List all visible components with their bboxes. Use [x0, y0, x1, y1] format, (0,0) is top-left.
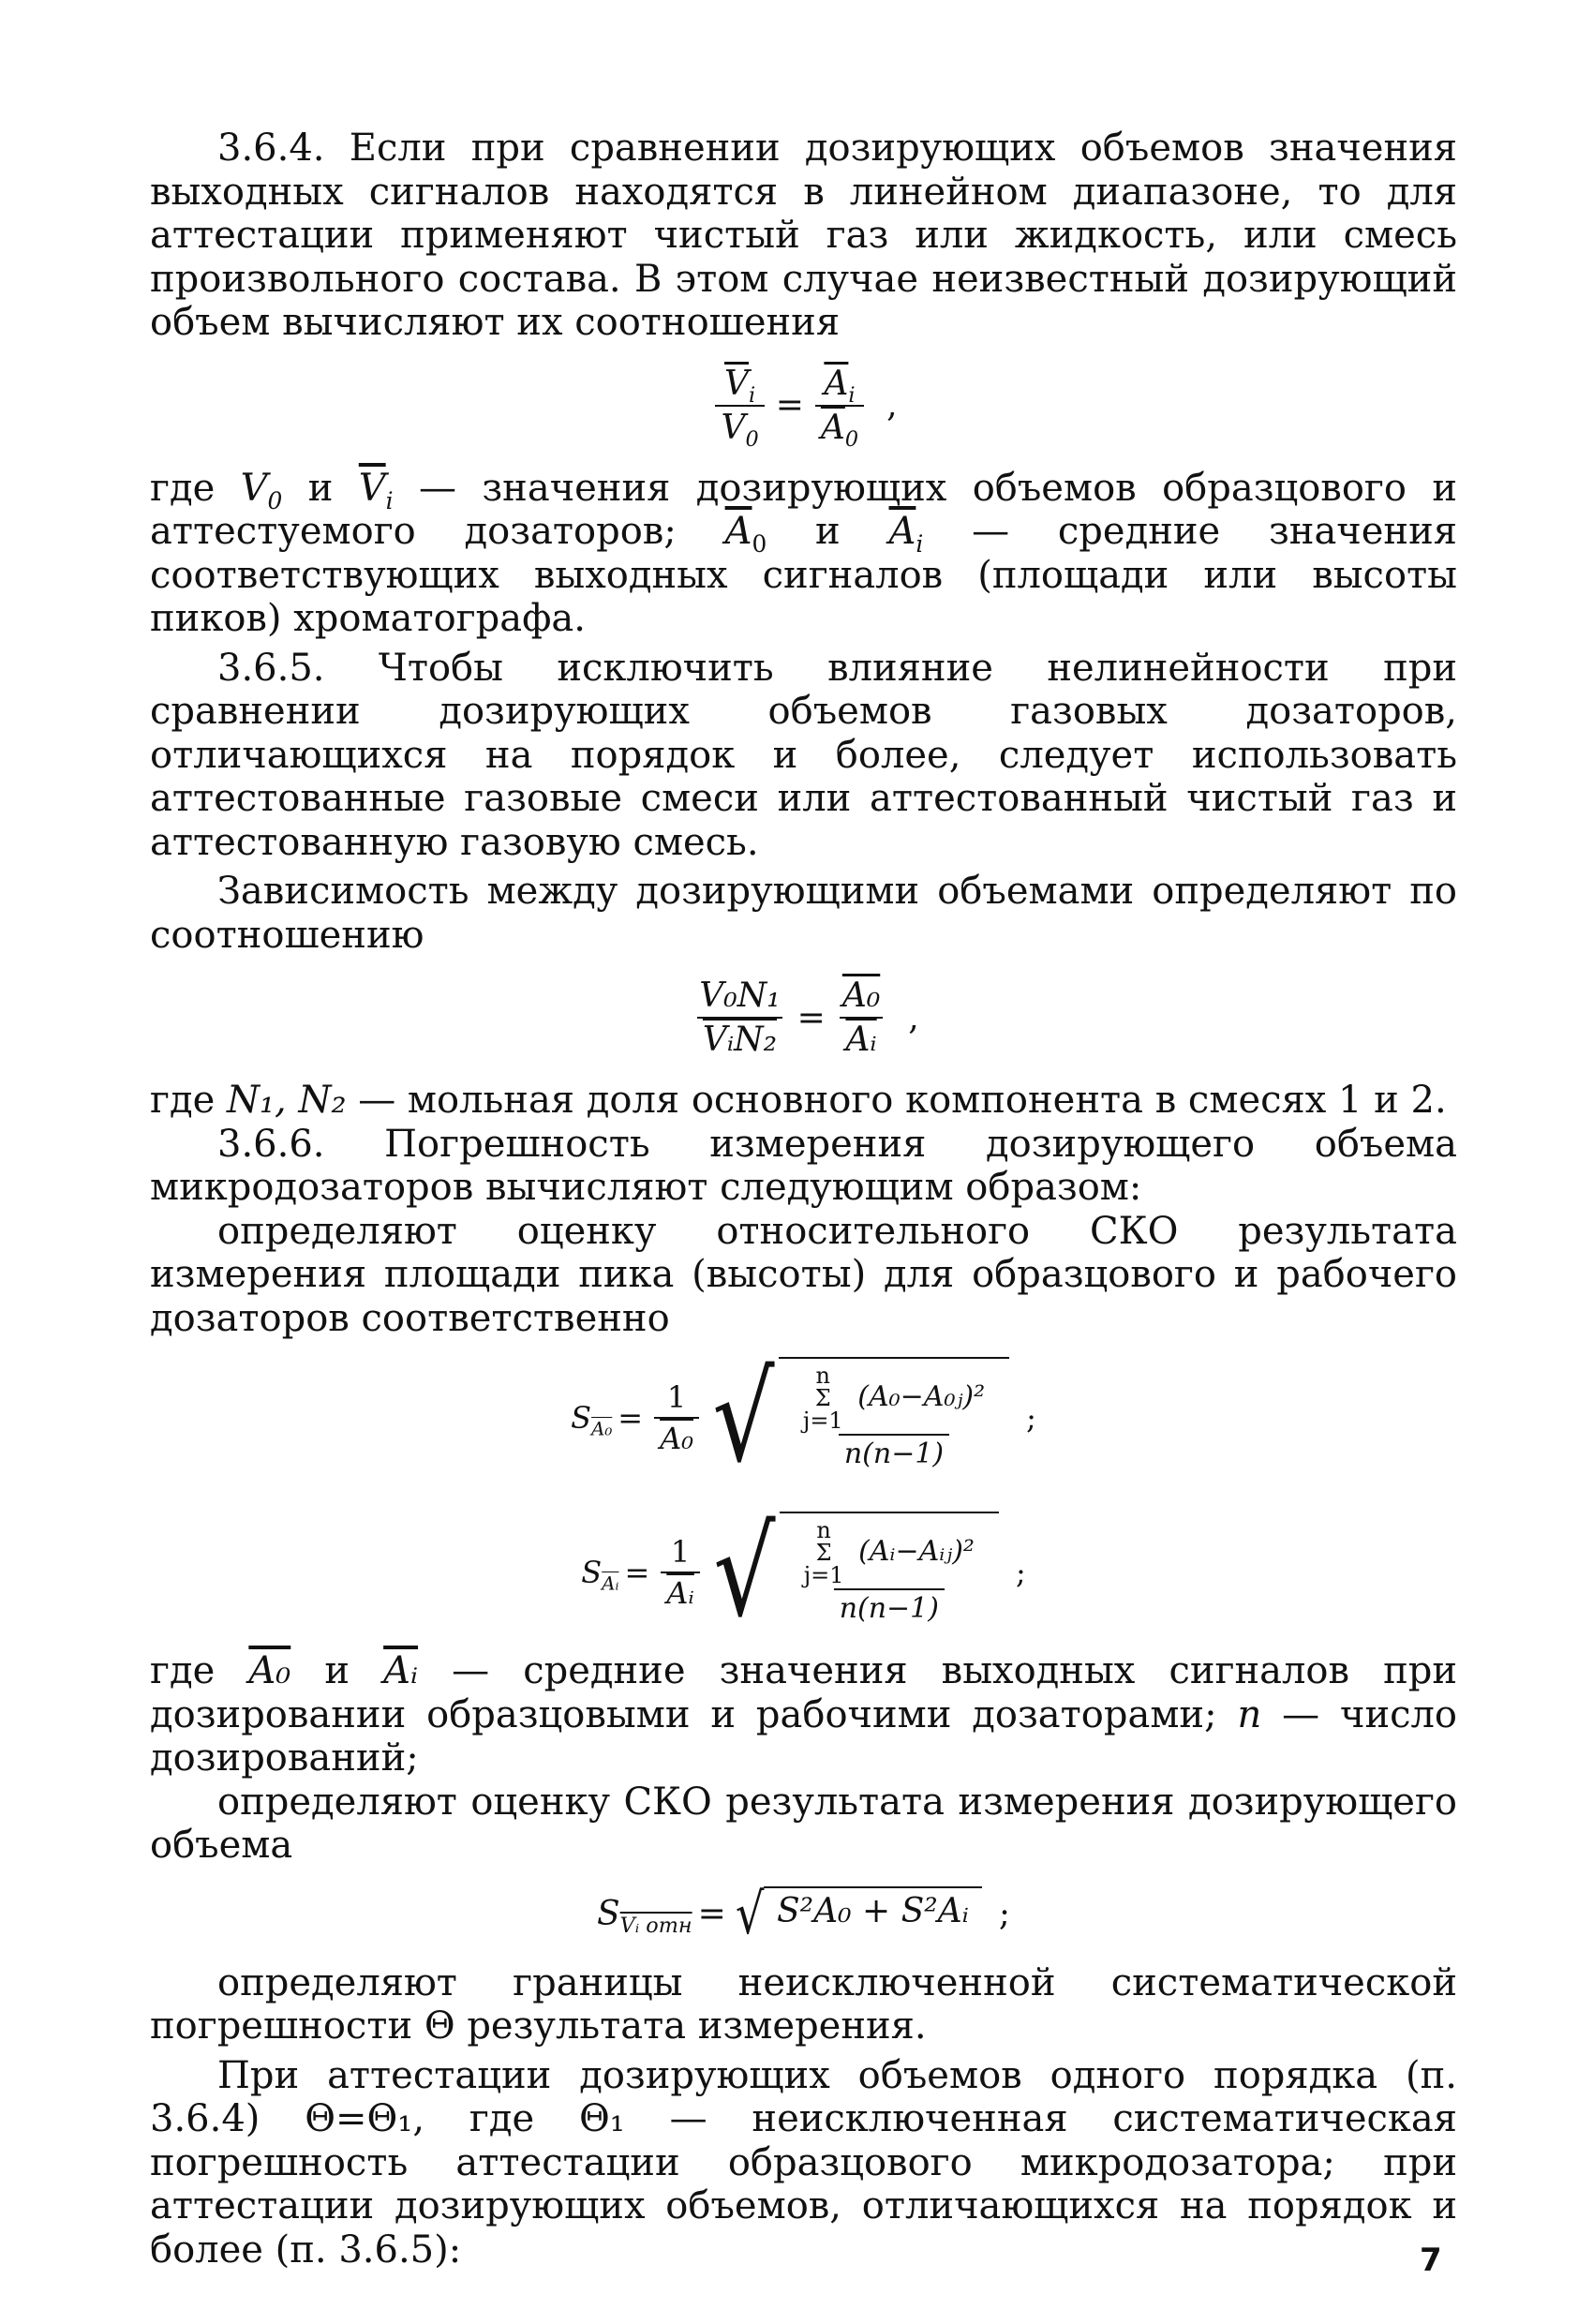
page-number: 7 [1420, 2242, 1442, 2279]
paragraph-systematic-error: определяют границы неисключенной систематической погрешности Θ результата измерения. [150, 1960, 1457, 2048]
formula-molar-ratio: $\frac{\text{V₀N₁}}{\text{VᵢN₂}}$ = $\frac{\text{A₀}}{\text{Aᵢ}}$ , [150, 966, 1457, 1069]
paragraph-3-6-4: 3.6.4. Если при сравнении дозирующих объемов значения выходных сигналов находятся в линейном диапазоне, то для аттестации применяют чистый газ или жидкость, или смесь произвольного состава. В этом случае неизвестный дозирующий объем вычисляют их соотношения [150, 127, 1457, 344]
formula-volume-ratio: $\frac{\overline{V}_i}{V_0}$ = $\frac{\overline{A}_i}{\overline{A}_0}$ , [150, 354, 1457, 457]
formula-s-v-rel: $S_{Vᵢ отн}$ = √ S²A₀ + S²Aᵢ ; [596, 1881, 1011, 1947]
paragraph-sko-volume: определяют оценку СКО результата измерения дозирующего объема [150, 1780, 1457, 1867]
paragraph-3-6-6: 3.6.6. Погрешность измерения дозирующего объема микродозаторов вычисляют следующим образом: [150, 1122, 1457, 1209]
formula-s-ai: $S_{\overline{Aᵢ}}$ = $\frac{1}{\text{Aᵢ}}$ √ n Σ j=1 (Aᵢ−Aᵢⱼ)² n(n−1) ; [581, 1500, 1026, 1644]
paragraph-dependence: Зависимость между дозирующими объемами определяют по соотношению [150, 870, 1457, 957]
document-page [150, 127, 1457, 2272]
paragraph-where-n1-n2: где N₁, N₂ — мольная доля основного компонента в смесях 1 и 2. [150, 1079, 1447, 1122]
paragraph-attestation: При аттестации дозирующих объемов одного порядка (п. 3.6.4) Θ=Θ₁, где Θ₁ — неисключенная систематическая погрешность аттестации образцового микродозатора; при аттестации дозирующих объемов, отличающихся на порядок и более (п. 3.6.5): [150, 2053, 1457, 2272]
paragraph-where-a0-ai: где A₀ и $\overline{Aᵢ}$ — средние значения выходных сигналов при дозировании образцовыми и рабочими дозаторами; n — число дозирований; [150, 1649, 1458, 1780]
formula-s-a0: $S_{A_0}$ = $\frac{1}{\text{A₀}}$ √ n Σ j=1 (A₀−A₀ⱼ)² n(n−1) ; [571, 1346, 1036, 1489]
paragraph-3-6-5: 3.6.5. Чтобы исключить влияние нелинейности при сравнении дозирующих объемов газовых дозаторов, отличающихся на порядок и более, следует использовать аттестованные газовые смеси или аттестованный чистый газ и аттестованную газовую смесь. [150, 646, 1457, 864]
paragraph-where-v0-vi: где $V_0$ и $\overline{V}_i$ — значения дозирующих объемов образцового и аттестуемого дозаторов; $\overline{A}_0$ и $\overline{A}_i$ — средние значения соответствующих выходных сигналов (площади или высоты пиков) хроматографа. [150, 466, 1457, 640]
paragraph-relative-sko: определяют оценку относительного СКО результата измерения площади пика (высоты) для образцового и рабочего дозаторов соответственно [150, 1209, 1457, 1340]
